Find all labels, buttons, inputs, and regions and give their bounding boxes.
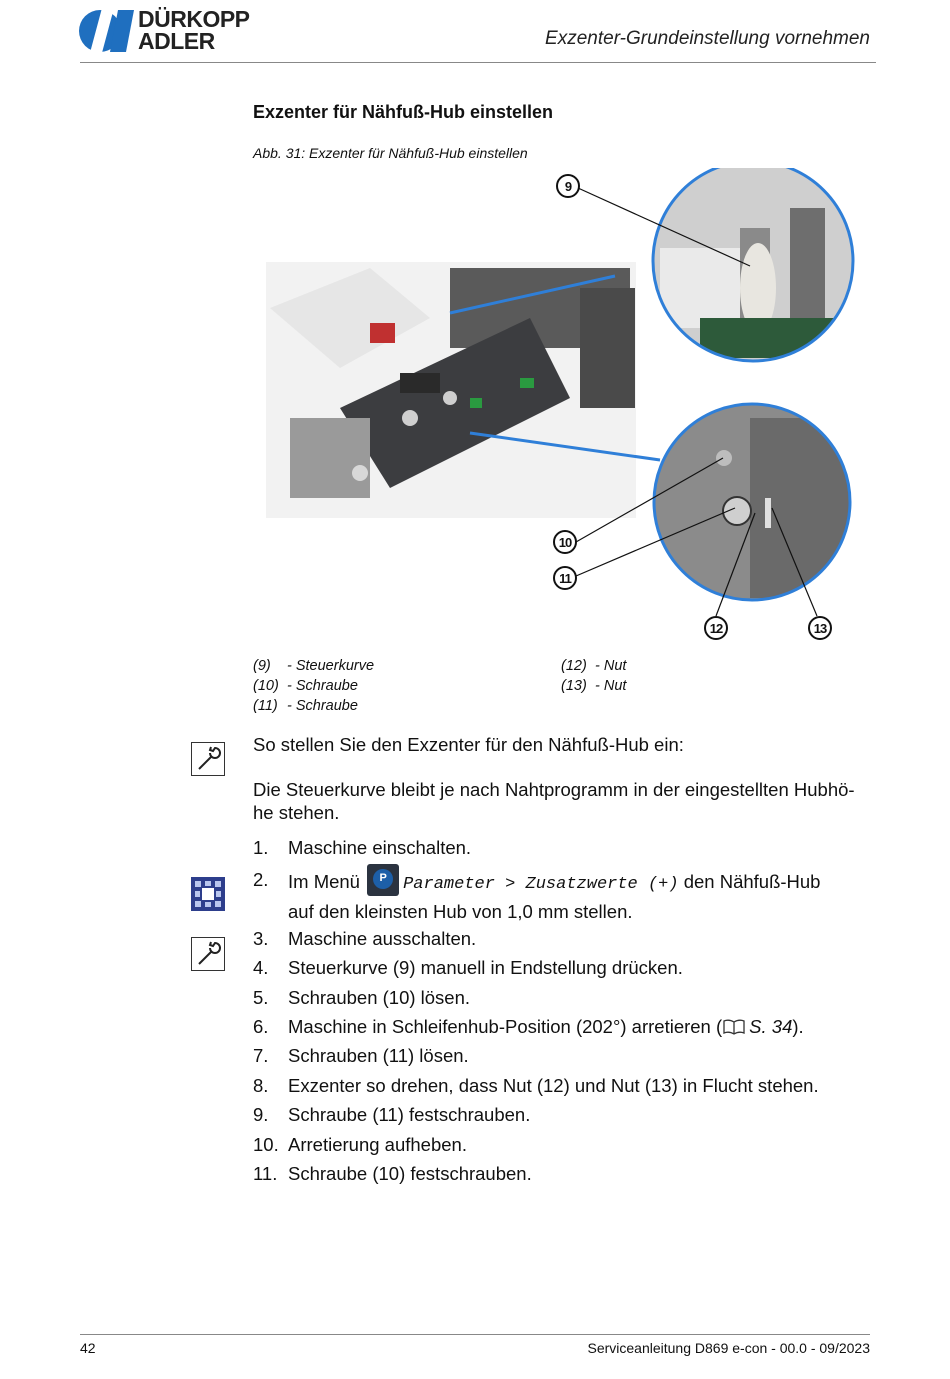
- step-number: 10.: [253, 1134, 279, 1155]
- step-text: Schraube (10) festschrauben.: [288, 1163, 532, 1184]
- note-line-1: Die Steuerkurve bleibt je nach Nahtprogramm in der eingestellten Hubhö-: [253, 779, 855, 800]
- document-info: Serviceanleitung D869 e-con - 00.0 - 09/2023: [587, 1340, 870, 1356]
- callout-10: 10: [553, 530, 577, 554]
- wrench-icon: [191, 937, 225, 971]
- step-text: Exzenter so drehen, dass Nut (12) und Nut (13) in Flucht stehen.: [288, 1075, 819, 1096]
- legend-label: - Nut: [595, 678, 627, 694]
- logo-mark: [78, 8, 136, 54]
- step-text: Arretierung aufheben.: [288, 1134, 467, 1155]
- legend-num: (11): [253, 698, 278, 714]
- step-text-post: den Nähfuß-Hub: [683, 870, 821, 892]
- legend-item: [253, 696, 358, 716]
- step-number: 6.: [253, 1016, 269, 1037]
- step-text: [288, 867, 873, 925]
- wrench-icon: [191, 742, 225, 776]
- legend-item: [253, 656, 374, 676]
- header-divider: [80, 62, 876, 63]
- step-2: [253, 867, 873, 923]
- callout-11: 11: [553, 566, 577, 590]
- legend-label: - Schraube: [287, 678, 358, 694]
- step-text-pre: Maschine in Schleifenhub-Position (202°) arretieren (: [288, 1016, 723, 1037]
- parameter-icon-letter: P: [373, 869, 393, 889]
- step-text: [288, 1014, 873, 1040]
- callout-13: 13: [808, 616, 832, 640]
- note-line-2: he stehen.: [253, 802, 340, 823]
- brand-logo: [78, 8, 268, 54]
- brand-name-line2: ADLER: [138, 28, 215, 54]
- step-text: Steuerkurve (9) manuell in Endstellung drücken.: [288, 957, 683, 978]
- control-panel-icon: [191, 877, 225, 911]
- step-text: Maschine ausschalten.: [288, 928, 477, 949]
- page-reference-link[interactable]: S. 34: [749, 1016, 793, 1037]
- legend-item: [561, 676, 626, 696]
- legend-label: - Schraube: [287, 698, 358, 714]
- legend-num: (12): [561, 658, 587, 674]
- step-number: 8.: [253, 1075, 269, 1096]
- book-icon: [723, 1019, 745, 1035]
- step-text: Maschine einschalten.: [288, 837, 472, 858]
- step-number: 4.: [253, 957, 269, 978]
- brand-name-line1: DÜRKOPP: [138, 6, 250, 32]
- section-title: Exzenter für Nähfuß-Hub einstellen: [253, 102, 554, 122]
- step-text-post: ).: [792, 1016, 804, 1037]
- step-text-pre: Im Menü: [288, 870, 360, 892]
- step-number: 7.: [253, 1045, 269, 1066]
- step-number: 5.: [253, 987, 269, 1008]
- legend-label: - Steuerkurve: [287, 658, 375, 674]
- step-number: 3.: [253, 928, 269, 949]
- step-text-line2: auf den kleinsten Hub von 1,0 mm stellen.: [288, 901, 633, 922]
- parameter-menu-icon: [367, 864, 399, 896]
- footer-divider: [80, 1334, 870, 1335]
- menu-path: Parameter > Zusatzwerte (+): [403, 874, 679, 894]
- callout-9: 9: [556, 174, 580, 198]
- step-number: 2.: [253, 869, 269, 890]
- page-number: 42: [80, 1340, 96, 1356]
- legend-label: - Nut: [595, 658, 627, 674]
- step-number: 9.: [253, 1104, 269, 1125]
- step-number: 1.: [253, 837, 269, 858]
- page-header-title: Exzenter-Grundeinstellung vornehmen: [545, 28, 870, 49]
- step-text: Schrauben (11) lösen.: [288, 1045, 469, 1066]
- legend-num: (10): [253, 678, 279, 694]
- step-text: Schrauben (10) lösen.: [288, 987, 471, 1008]
- callout-12: 12: [704, 616, 728, 640]
- intro-text: So stellen Sie den Exzenter für den Nähfuß-Hub ein:: [253, 734, 684, 755]
- legend-item: [253, 676, 358, 696]
- machine-figure: [250, 168, 870, 648]
- step-number: 11.: [253, 1163, 278, 1184]
- legend-num: (13): [561, 678, 587, 694]
- legend-item: [561, 656, 626, 676]
- figure-caption: Abb. 31: Exzenter für Nähfuß-Hub einstellen: [253, 145, 528, 161]
- legend-num: (9): [253, 658, 271, 674]
- step-text: Schraube (11) festschrauben.: [288, 1104, 531, 1125]
